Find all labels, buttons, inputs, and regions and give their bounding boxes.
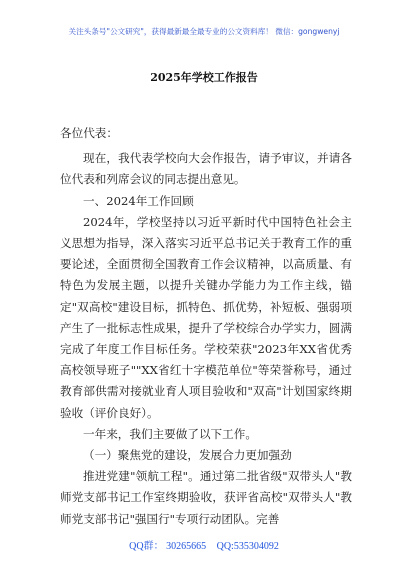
paragraph-party: 推进党建"领航工程"。通过第二批省级"双带头人"教师党支部书记工作室终期验收，获评省高校"双带头人"教师党支部书记"强国行"专项行动团队。完善 <box>60 469 352 526</box>
footer-qq-group: QQ群： 30265665 <box>129 541 207 552</box>
paragraph-review: 2024年，学校坚持以习近平新时代中国特色社会主义思想为指导，深入落实习近平总书记关于教育工作的重要论述，全面贯彻全国教育工作会议精神，以高质量、有特色为发展主题，以提升关键办学能力为工作主线，锚定"双高校"建设目标，抓特色、抓优势，补短板、强弱项产生了一批标志性成果，提升了学校综合办学实力，圆满完成了年度工作目标任务。学校荣获"2023年XX省优秀高校领导班子""XX省红十字模范单位"等荣誉称号，通过教育部供需对接就业育人项目验收和"双高"计划国家终期验收（评价良好）。 <box>60 214 352 420</box>
document-body <box>60 118 352 530</box>
subsection-heading-party: （一）聚焦党的建设，发展合力更加强劲 <box>83 448 292 463</box>
document-title: 2025年学校工作报告 <box>150 71 258 84</box>
salutation: 各位代表： <box>60 126 118 140</box>
footer-qq: QQ:535304092 <box>216 541 279 552</box>
section-heading-review: 一、2024年工作回顾 <box>83 193 194 208</box>
footer-contact <box>0 537 408 552</box>
header-banner: 关注头条号"公文研究"，获得最新最全最专业的公文资料库！ 微信：gongwenyj <box>68 27 340 36</box>
paragraph-intro: 现在，我代表学校向大会作报告，请予审议，并请各位代表和列席会议的同志提出意见。 <box>60 151 352 187</box>
paragraph-summary: 一年来，我们主要做了以下工作。 <box>83 426 257 441</box>
